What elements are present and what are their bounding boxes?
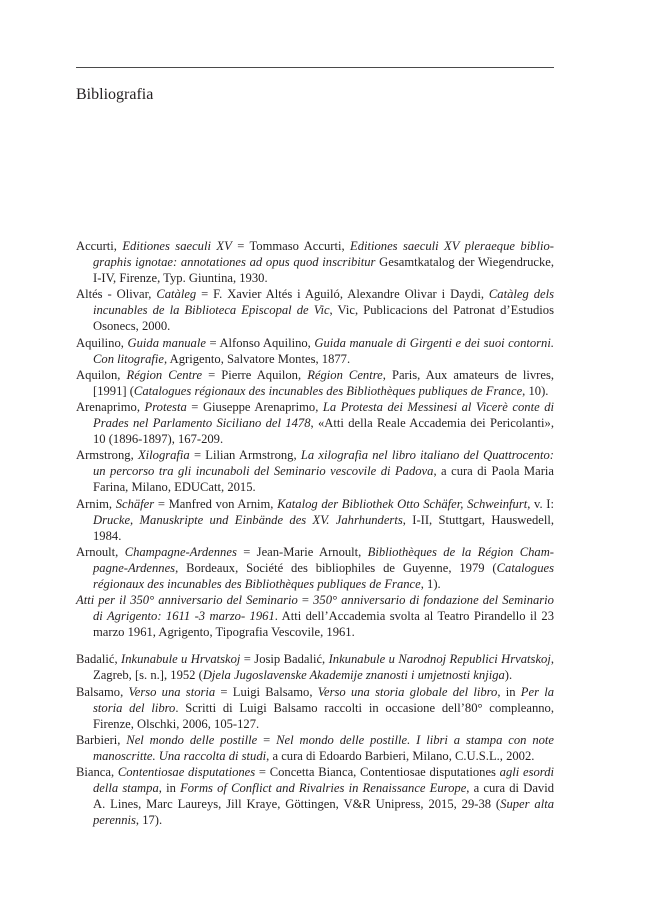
entry-text: Balsamo, bbox=[76, 684, 129, 699]
entry-italic-text: Inkunabule u Hrvatskoj bbox=[121, 652, 241, 667]
bibliography-entry bbox=[76, 651, 554, 683]
entry-text: = Alfonso Aquilino, bbox=[205, 335, 315, 350]
entry-italic-text: Atti per il 350° anniversario del Seminario bbox=[76, 593, 298, 608]
entry-text: , a cura di David A. Lines, Marc Laureys, Jill Kraye, Göttingen, V&R Unipress, 2015, 29-38 ( bbox=[93, 781, 554, 812]
entry-italic-text: Région Centre bbox=[307, 367, 383, 382]
entry-italic-text: Protesta bbox=[144, 399, 187, 414]
bibliography-entry bbox=[76, 684, 554, 732]
entry-text: Arenaprimo, bbox=[76, 399, 145, 414]
entry-italic-text: Verso una storia globale del libro bbox=[317, 684, 498, 699]
entry-text: = Giuseppe Arenaprimo, bbox=[186, 399, 323, 414]
entry-text: Bianca, bbox=[76, 765, 118, 779]
entry-text: Aquilino, bbox=[76, 335, 128, 350]
bibliography-entry bbox=[76, 286, 554, 334]
header-rule bbox=[76, 67, 554, 68]
entry-text: , in bbox=[497, 684, 521, 699]
entry-italic-text: Catàleg bbox=[156, 287, 197, 302]
entry-text: , «Atti della Reale Accademia dei Pericolanti», 10 (1896-1897), 167-209. bbox=[93, 416, 554, 447]
entry-text: = Manfred von Arnim, bbox=[154, 496, 278, 511]
entry-text: , v. I: bbox=[527, 496, 554, 511]
entry-text: Agrigento, Salvatore Montes, 1877. bbox=[167, 351, 351, 366]
entry-text: = Luigi Balsamo, bbox=[215, 684, 318, 699]
entry-text: , 1). bbox=[420, 576, 441, 591]
entry-text: , a cura di Paola Maria Farina, Milano, EDUCatt, 2015. bbox=[93, 464, 554, 495]
bibliography-entry bbox=[76, 447, 554, 495]
entry-text: Armstrong, bbox=[76, 448, 138, 463]
entry-italic-text: Katalog der Bibliothek Otto Schäfer, Schweinfurt bbox=[277, 496, 528, 511]
bibliography-entry bbox=[76, 496, 554, 544]
section-title: Bibliografia bbox=[76, 86, 154, 103]
entry-text: , Paris, Aux amateurs de livres, [1991] ( bbox=[93, 367, 554, 398]
entry-text: , 17). bbox=[135, 813, 163, 828]
entry-text: Accurti, bbox=[76, 239, 123, 253]
entry-italic-text: Inkunabule u Narodnoj Republici Hrvatskoj bbox=[328, 652, 551, 667]
entry-italic-text: Nel mondo delle postille. I libri a stampa con note manoscritte. Una raccolta di studi bbox=[93, 732, 555, 763]
bibliography-entry bbox=[76, 732, 554, 764]
bibliography-entry bbox=[76, 238, 554, 286]
entry-italic-text: Catalogues régionaux des incunables des Bibliothèques publiques de France bbox=[93, 560, 554, 591]
bibliography-entry bbox=[76, 367, 554, 399]
entry-italic-text: 350° anniversario di fondazione del Seminario di Agrigento: 1611 -3 marzo- 1961 bbox=[93, 593, 554, 624]
entry-italic-text: Xilografia bbox=[137, 448, 190, 463]
entry-italic-text: Guida manuale bbox=[127, 335, 206, 350]
entry-italic-text: Champagne-Ardennes bbox=[124, 544, 237, 559]
bibliography-entry bbox=[76, 335, 554, 367]
entry-italic-text: Editiones saeculi XV pleraeque bibliographis ignotae: annotationes ad opus quod inscribitur bbox=[93, 239, 554, 270]
entry-text: = Jean-Marie Arnoult, bbox=[236, 544, 368, 559]
entry-italic-text: La xilografia nel libro italiano del Quattrocento: un percorso tra gli incunaboli del Seminario vescovile di Padova bbox=[93, 448, 554, 479]
entry-text: = bbox=[297, 593, 314, 608]
entry-text: , a cura di Edoardo Barbieri, Milano, C.U.S.L., 2002. bbox=[266, 748, 535, 763]
entry-text: , Zagreb, [s. n.], 1952 ( bbox=[93, 652, 555, 683]
entry-text: = Tommaso Accurti, bbox=[231, 239, 350, 253]
entry-text: Badalić, bbox=[76, 652, 122, 667]
entry-italic-text: Catalogues régionaux des incunables des Bibliothèques publiques de France bbox=[133, 383, 523, 398]
bibliography-entry bbox=[76, 592, 554, 640]
entry-text: = bbox=[257, 732, 277, 747]
entry-text: Arnoult, bbox=[76, 544, 125, 559]
bibliography-list bbox=[76, 238, 554, 828]
entry-text: . Atti dell’Accademia svolta al Teatro Pirandello il 23 marzo 1961, Agrigento, Tipografia Vescovile, 1961. bbox=[93, 609, 554, 640]
entry-italic-text: Super alta perennis bbox=[93, 797, 555, 828]
bibliography-entry bbox=[76, 764, 554, 828]
entry-text: . Scritti di Luigi Balsamo raccolti in occasione dell’80° compleanno, Firenze, Olschki, 2006, 105-127. bbox=[93, 700, 554, 731]
entry-italic-text: Editiones saeculi XV bbox=[122, 239, 232, 253]
entry-italic-text: Catàleg dels incunables de la Biblioteca Episcopal de Vic bbox=[93, 287, 554, 318]
entry-italic-text: Région Centre bbox=[126, 367, 203, 382]
entry-text: = Josip Badalić, bbox=[240, 652, 329, 667]
entry-text: Barbieri, bbox=[76, 732, 127, 747]
entry-italic-text: Forms of Conflict and Rivalries in Renaissance Europe bbox=[180, 781, 467, 796]
entry-text: = Lilian Armstrong, bbox=[189, 448, 301, 463]
entry-italic-text: Nel mondo delle postille bbox=[126, 732, 258, 747]
entry-text: = Concetta Bianca, Contentiosae disputationes bbox=[255, 765, 500, 779]
entry-italic-text: agli esordi della stampa bbox=[93, 765, 554, 796]
entry-italic-text: Contentiosae disputationes bbox=[117, 765, 256, 779]
entry-text: , Vic, Publicacions del Patronat d’Estudios Osonecs, 2000. bbox=[93, 303, 554, 334]
bibliography-entry bbox=[76, 544, 554, 592]
entry-text: , Bordeaux, Société des bibliophiles de Guyenne, 1979 ( bbox=[175, 560, 497, 575]
entry-text: , 10). bbox=[522, 383, 549, 398]
entry-italic-text: Drucke, Manuskripte und Einbände des XV. Jahrhunderts bbox=[93, 512, 403, 527]
entry-italic-text: Guida manuale di Girgenti e dei suoi contorni. Con litografie, bbox=[93, 335, 555, 366]
entry-italic-text: Bibliothèques de la Région Champagne-Ardennes bbox=[93, 544, 554, 575]
entry-text: Aquilon, bbox=[76, 367, 127, 382]
entry-text: , in bbox=[158, 781, 181, 796]
entry-italic-text: Schäfer bbox=[115, 496, 155, 511]
entry-text: , I-II, Stuttgart, Hauswedell, 1984. bbox=[93, 512, 554, 543]
bibliography-entry bbox=[76, 399, 554, 447]
entry-text: Altés - Olivar, bbox=[76, 287, 157, 302]
entry-text: = F. Xavier Altés i Aguiló, Alexandre Olivar i Daydi, bbox=[196, 287, 489, 302]
entry-italic-text: Djela Jugoslavenske Akademije znanosti i umjetnosti knjiga bbox=[202, 668, 505, 683]
entry-italic-text: Per la storia del libro bbox=[93, 684, 554, 715]
entry-text: ). bbox=[504, 668, 513, 683]
entry-italic-text: La Protesta dei Messinesi al Vicerè conte di Prades nel Parlamento Siciliano del 1478 bbox=[93, 399, 554, 431]
entry-italic-text: Verso una storia bbox=[128, 684, 216, 699]
entry-text: Arnim, bbox=[76, 496, 116, 511]
entry-text: Gesamtkatalog der Wiegendrucke, I-IV, Firenze, Typ. Giuntina, 1930. bbox=[93, 255, 554, 286]
entry-text: = Pierre Aquilon, bbox=[202, 367, 308, 382]
